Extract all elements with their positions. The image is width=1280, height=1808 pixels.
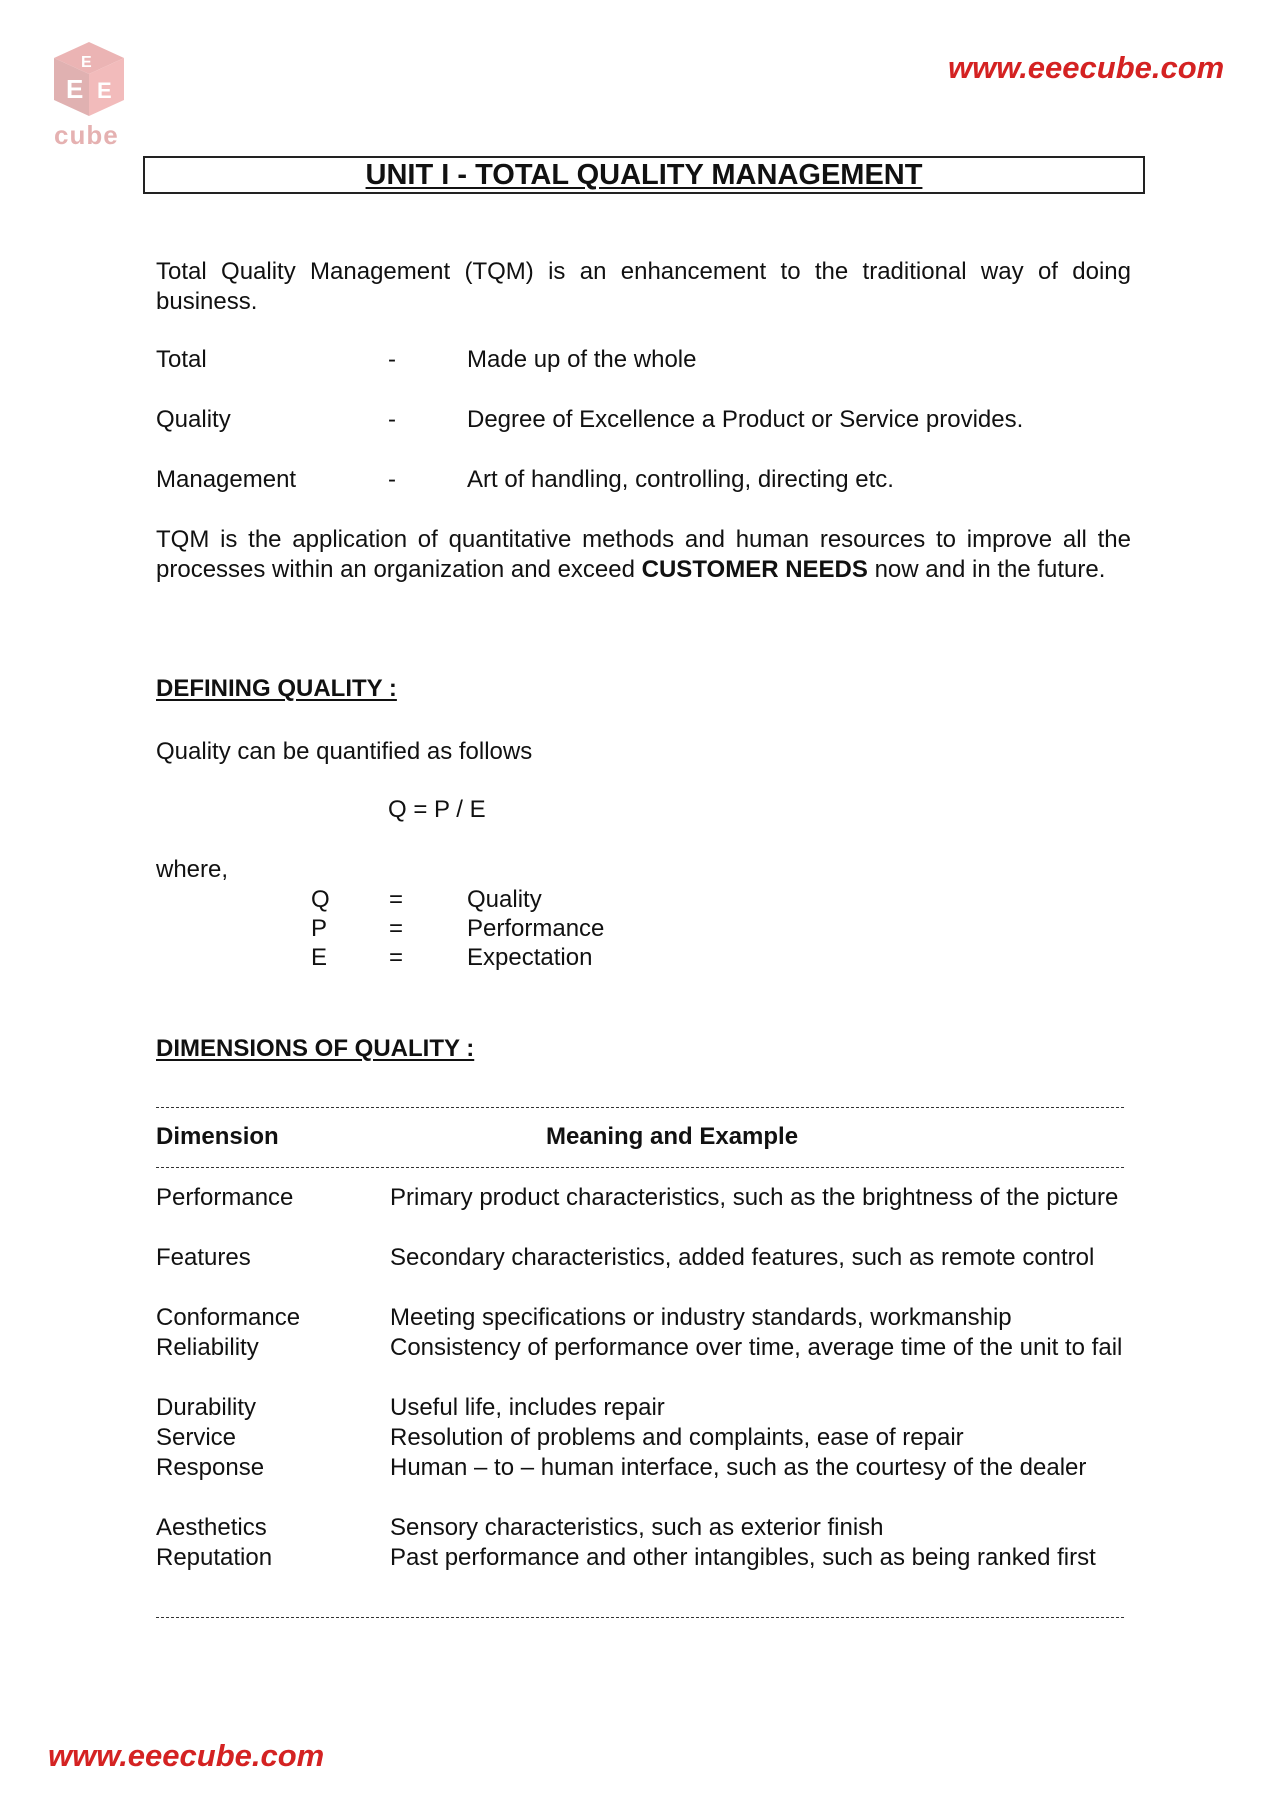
definition-separator: - [388,406,396,433]
page-title [143,156,1145,194]
dimension-name: Performance [156,1184,294,1211]
column-header-dimension: Dimension [156,1123,279,1150]
eeecube-logo-icon [50,40,128,118]
table-header-divider [156,1167,1124,1168]
dimensions-heading: DIMENSIONS OF QUALITY : [156,1035,475,1062]
dimension-name: Features [156,1244,251,1271]
logo-text: cube [54,120,119,150]
dimension-name: Reputation [156,1544,273,1571]
svg-text:E: E [81,54,92,71]
dimension-meaning: Sensory characteristics, such as exterior finish [390,1514,884,1541]
table-bottom-divider [156,1617,1124,1618]
quality-formula: Q = P / E [388,796,486,823]
definition-separator: - [388,466,396,493]
intro-paragraph: Total Quality Management (TQM) is an enhancement to the traditional way of doing business. [156,258,1131,315]
tqm-text-after: now and in the future. [867,556,1106,583]
formula-equals: = [389,915,404,942]
header-site-link[interactable]: www.eeecube.com [948,50,1225,85]
where-label: where, [156,856,229,883]
formula-meaning: Quality [467,886,542,913]
dimension-name: Conformance [156,1304,301,1331]
svg-text:E: E [97,78,112,103]
definition-separator: - [388,346,396,373]
definition-term: Total [156,346,207,373]
formula-equals: = [389,886,404,913]
formula-meaning: Performance [467,915,605,942]
table-top-divider [156,1107,1124,1108]
dimension-meaning: Human – to – human interface, such as the courtesy of the dealer [390,1454,1087,1481]
definition-meaning: Made up of the whole [467,346,697,373]
definition-term: Management [156,466,297,493]
page-title-text: UNIT I - TOTAL QUALITY MANAGEMENT [365,159,923,191]
defining-quality-heading: DEFINING QUALITY : [156,675,397,702]
dimension-name: Response [156,1454,265,1481]
dimension-meaning: Useful life, includes repair [390,1394,665,1421]
formula-equals: = [389,944,404,971]
dimension-name: Reliability [156,1334,259,1361]
column-header-meaning: Meaning and Example [546,1123,799,1150]
dimension-meaning: Past performance and other intangibles, such as being ranked first [390,1544,1096,1571]
definition-meaning: Degree of Excellence a Product or Service provides. [467,406,1024,433]
dimension-meaning: Consistency of performance over time, average time of the unit to fail [390,1334,1123,1361]
defining-quality-text: Quality can be quantified as follows [156,738,533,765]
formula-symbol: Q [311,886,330,913]
eeecube-logo [44,40,134,150]
dimension-name: Aesthetics [156,1514,267,1541]
formula-meaning: Expectation [467,944,593,971]
tqm-text-before: TQM is the application of quantitative methods and human resources to improve all the processes within an organization and exceed [156,526,1131,583]
footer-site-link[interactable]: www.eeecube.com [48,1738,325,1773]
definition-meaning: Art of handling, controlling, directing etc. [467,466,894,493]
tqm-paragraph [156,525,1131,585]
dimension-meaning: Primary product characteristics, such as the brightness of the picture [390,1184,1119,1211]
formula-symbol: E [311,944,328,971]
dimension-meaning: Resolution of problems and complaints, ease of repair [390,1424,964,1451]
dimension-name: Service [156,1424,237,1451]
formula-symbol: P [311,915,328,942]
dimension-meaning: Secondary characteristics, added features, such as remote control [390,1244,1095,1271]
dimension-name: Durability [156,1394,257,1421]
tqm-customer-needs: CUSTOMER NEEDS [641,556,868,583]
definition-term: Quality [156,406,231,433]
dimension-meaning: Meeting specifications or industry standards, workmanship [390,1304,1012,1331]
svg-text:E: E [66,74,84,104]
